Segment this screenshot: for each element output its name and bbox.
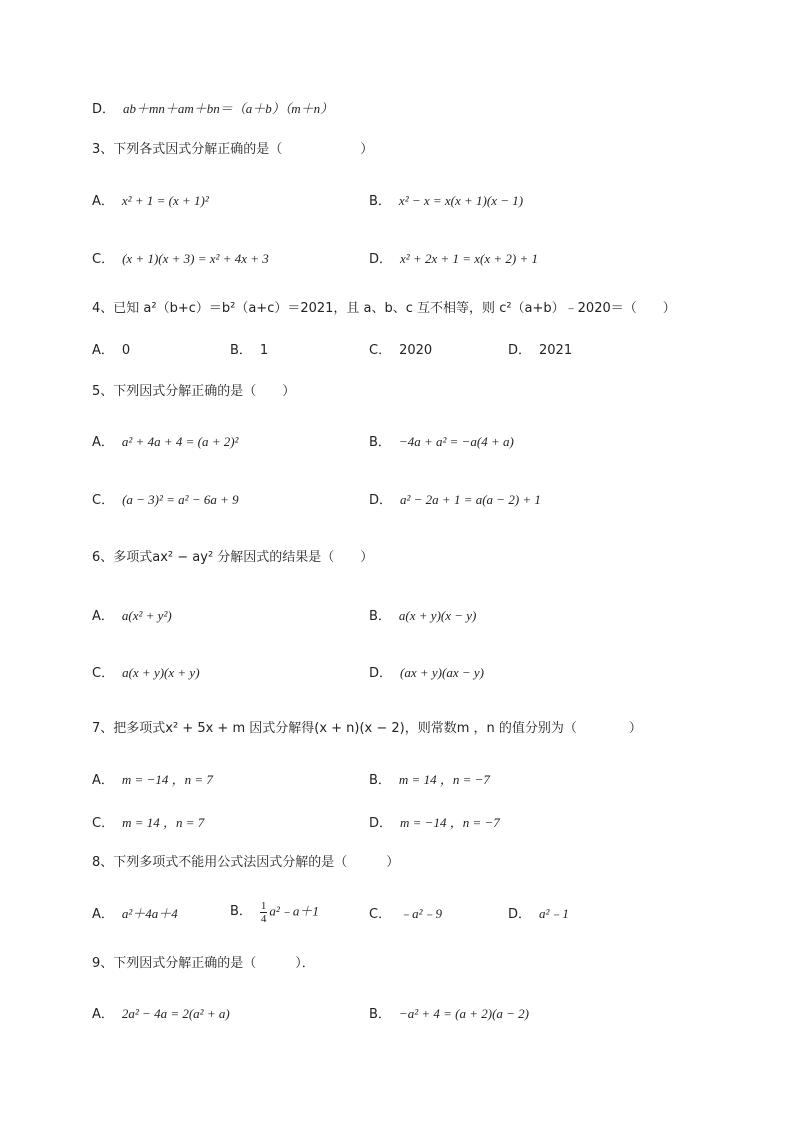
option-label: B．	[230, 343, 252, 358]
question-4-option-b	[230, 343, 268, 359]
question-8-option-d	[508, 906, 569, 923]
question-3-option-a	[92, 193, 209, 210]
question-6-stem: 6、多项式ax² − ay² 分解因式的结果是（ ）	[92, 550, 374, 565]
option-label: C．	[92, 252, 115, 267]
option-label: A．	[92, 343, 114, 358]
option-label: D．	[508, 907, 532, 922]
question-5-option-a	[92, 434, 238, 451]
question-8-option-c	[369, 906, 442, 923]
option-text: x² − x = x(x + 1)(x − 1)	[398, 193, 524, 208]
option-label: D．	[369, 816, 393, 831]
option-text: 1	[259, 343, 269, 358]
option-text: −4a + a² = −a(4 + a)	[398, 434, 514, 449]
question-7-stem: 7、把多项式x² + 5x + m 因式分解得(x + n)(x − 2)，则常数m ，n 的值分别为（ ）	[92, 721, 642, 736]
option-text: a(x² + y²)	[121, 608, 172, 623]
question-8-option-b	[230, 900, 319, 925]
option-text: m = 14 ，n = 7	[122, 815, 205, 830]
option-text: a(x + y)(x − y)	[398, 608, 477, 623]
question-7-option-a	[92, 772, 213, 789]
question-3-option-d	[369, 251, 538, 268]
option-text: 2020	[399, 343, 433, 358]
option-text: 2a² − 4a = 2(a² + a)	[121, 1006, 230, 1021]
option-label: C．	[92, 666, 115, 681]
fraction-numerator: 1	[260, 900, 267, 912]
question-5-option-d	[369, 492, 541, 509]
prev-option-d	[92, 101, 333, 118]
question-3-option-c	[92, 251, 269, 268]
option-text: a²﹣a＋1	[269, 903, 319, 919]
option-text: m = 14 ，n = −7	[398, 772, 490, 787]
option-label: B．	[369, 773, 391, 788]
question-7-option-d	[369, 815, 500, 832]
option-label: A．	[92, 609, 114, 624]
question-3-option-b	[369, 193, 523, 210]
question-6-option-b	[369, 608, 476, 625]
question-8-option-a	[92, 906, 178, 923]
question-5-option-c	[92, 492, 239, 509]
option-text: m = −14 ，n = −7	[400, 815, 500, 830]
option-label: D．	[369, 493, 393, 508]
option-text: ﹣a²﹣9	[399, 906, 442, 921]
option-label: D．	[369, 666, 393, 681]
option-label: D．	[508, 343, 532, 358]
option-label: A．	[92, 194, 114, 209]
option-label: C．	[369, 907, 392, 922]
option-text: x² + 2x + 1 = x(x + 2) + 1	[400, 251, 539, 266]
question-9-option-b	[369, 1006, 529, 1023]
question-8-stem: 8、下列多项式不能用公式法因式分解的是（ ）	[92, 855, 400, 870]
option-label: B．	[369, 1007, 391, 1022]
option-label: B．	[369, 435, 391, 450]
option-label: B．	[230, 904, 252, 920]
option-text: a(x + y)(x + y)	[122, 665, 200, 680]
question-6-option-d	[369, 665, 484, 682]
option-text: a²﹣1	[539, 906, 569, 921]
option-label: A．	[92, 435, 114, 450]
option-label: A．	[92, 1007, 114, 1022]
question-6-option-a	[92, 608, 172, 625]
question-9-option-a	[92, 1006, 230, 1023]
option-text: a² + 4a + 4 = (a + 2)²	[121, 434, 239, 449]
option-label: A．	[92, 773, 114, 788]
option-text: (a − 3)² = a² − 6a + 9	[122, 492, 239, 507]
option-text: x² + 1 = (x + 1)²	[121, 193, 209, 208]
option-text: ab＋mn＋am＋bn＝（a＋b）（m＋n）	[123, 101, 334, 116]
option-text: 2021	[539, 343, 573, 358]
option-label: D．	[92, 102, 116, 117]
question-5-option-b	[369, 434, 514, 451]
question-4-option-c	[369, 343, 432, 359]
question-4-option-d	[508, 343, 572, 359]
fraction-denominator: 4	[260, 913, 267, 925]
option-label: C．	[92, 816, 115, 831]
question-7-option-b	[369, 772, 490, 789]
fraction	[260, 900, 268, 925]
question-4-option-a	[92, 343, 130, 359]
option-label: C．	[369, 343, 392, 358]
question-9-stem: 9、下列因式分解正确的是（ ）．	[92, 956, 315, 971]
option-label: A．	[92, 907, 114, 922]
option-text: m = −14 ，n = 7	[121, 772, 213, 787]
option-label: D．	[369, 252, 393, 267]
option-text: 0	[121, 343, 131, 358]
option-label: B．	[369, 609, 391, 624]
question-3-stem: 3、下列各式因式分解正确的是（ ）	[92, 142, 374, 157]
option-text: a²＋4a＋4	[121, 906, 178, 921]
option-label: B．	[369, 194, 391, 209]
option-text: (ax + y)(ax − y)	[400, 665, 484, 680]
question-6-option-c	[92, 665, 200, 682]
option-label: C．	[92, 493, 115, 508]
question-7-option-c	[92, 815, 204, 832]
question-4-stem: 4、已知 a²（b+c）＝b²（a+c）＝2021，且 a、b、c 互不相等，则 c²（a+b）﹣2020＝（ ）	[92, 301, 676, 316]
question-5-stem: 5、下列因式分解正确的是（ ）	[92, 384, 296, 399]
option-text: (x + 1)(x + 3) = x² + 4x + 3	[122, 251, 269, 266]
option-text: −a² + 4 = (a + 2)(a − 2)	[398, 1006, 529, 1021]
option-text: a² − 2a + 1 = a(a − 2) + 1	[400, 492, 541, 507]
